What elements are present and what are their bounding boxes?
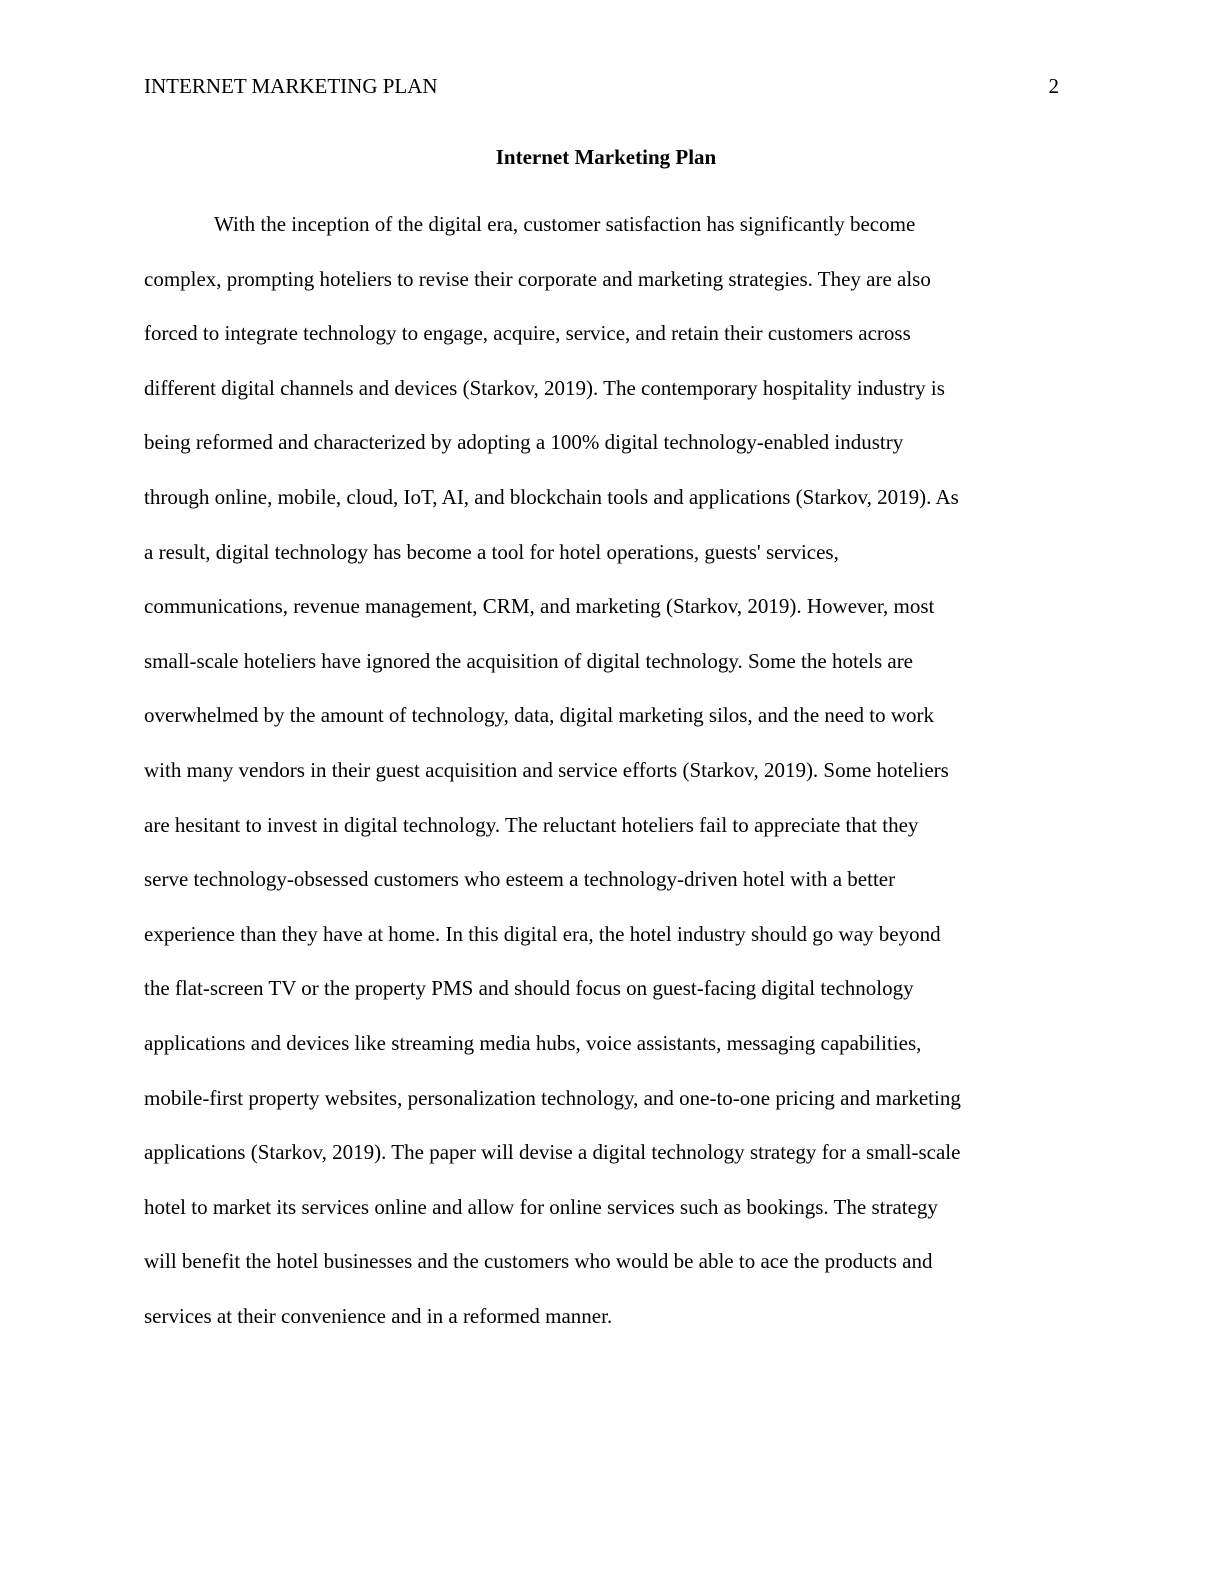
paragraph-line: a result, digital technology has become a tool for hotel operations, guests' services,: [144, 539, 839, 564]
paragraph-line: will benefit the hotel businesses and the customers who would be able to ace the products and: [144, 1249, 933, 1274]
page-number: 2: [1048, 74, 1059, 98]
paragraph-line: different digital channels and devices (Starkov, 2019). The contemporary hospitality industry is: [144, 375, 945, 400]
paragraph-line: services at their convenience and in a reformed manner.: [144, 1303, 613, 1328]
paragraph-line: experience than they have at home. In this digital era, the hotel industry should go way beyond: [144, 921, 941, 946]
paragraph-line: are hesitant to invest in digital technology. The reluctant hoteliers fail to appreciate that they: [144, 812, 919, 837]
paragraph-line: applications and devices like streaming media hubs, voice assistants, messaging capabilities,: [144, 1030, 922, 1055]
paragraph-line: overwhelmed by the amount of technology, data, digital marketing silos, and the need to work: [144, 703, 935, 728]
body-paragraph: [144, 197, 1068, 1343]
running-head: INTERNET MARKETING PLAN: [144, 74, 438, 98]
paragraph-line: being reformed and characterized by adopting a 100% digital technology-enabled industry: [144, 430, 904, 455]
document-title: Internet Marketing Plan: [495, 145, 717, 169]
paragraph-line: communications, revenue management, CRM, and marketing (Starkov, 2019). However, most: [144, 594, 935, 619]
paragraph-line: serve technology-obsessed customers who esteem a technology-driven hotel with a better: [144, 867, 896, 892]
paragraph-line: the flat-screen TV or the property PMS and should focus on guest-facing digital technology: [144, 976, 914, 1001]
paragraph-line: forced to integrate technology to engage, acquire, service, and retain their customers across: [144, 321, 911, 346]
paragraph-line: with many vendors in their guest acquisition and service efforts (Starkov, 2019). Some hoteliers: [144, 757, 949, 782]
paragraph-line: mobile-first property websites, personalization technology, and one-to-one pricing and marketing: [144, 1085, 961, 1110]
paragraph-line: small-scale hoteliers have ignored the acquisition of digital technology. Some the hotels are: [144, 648, 914, 673]
paragraph-line: With the inception of the digital era, customer satisfaction has significantly become: [214, 212, 916, 236]
paragraph-line: complex, prompting hoteliers to revise their corporate and marketing strategies. They are also: [144, 266, 931, 291]
paragraph-line: hotel to market its services online and allow for online services such as bookings. The strategy: [144, 1194, 938, 1219]
paragraph-line: applications (Starkov, 2019). The paper will devise a digital technology strategy for a small-scale: [144, 1140, 961, 1165]
paragraph-line: through online, mobile, cloud, IoT, AI, and blockchain tools and applications (Starkov, 2019). As: [144, 484, 959, 509]
